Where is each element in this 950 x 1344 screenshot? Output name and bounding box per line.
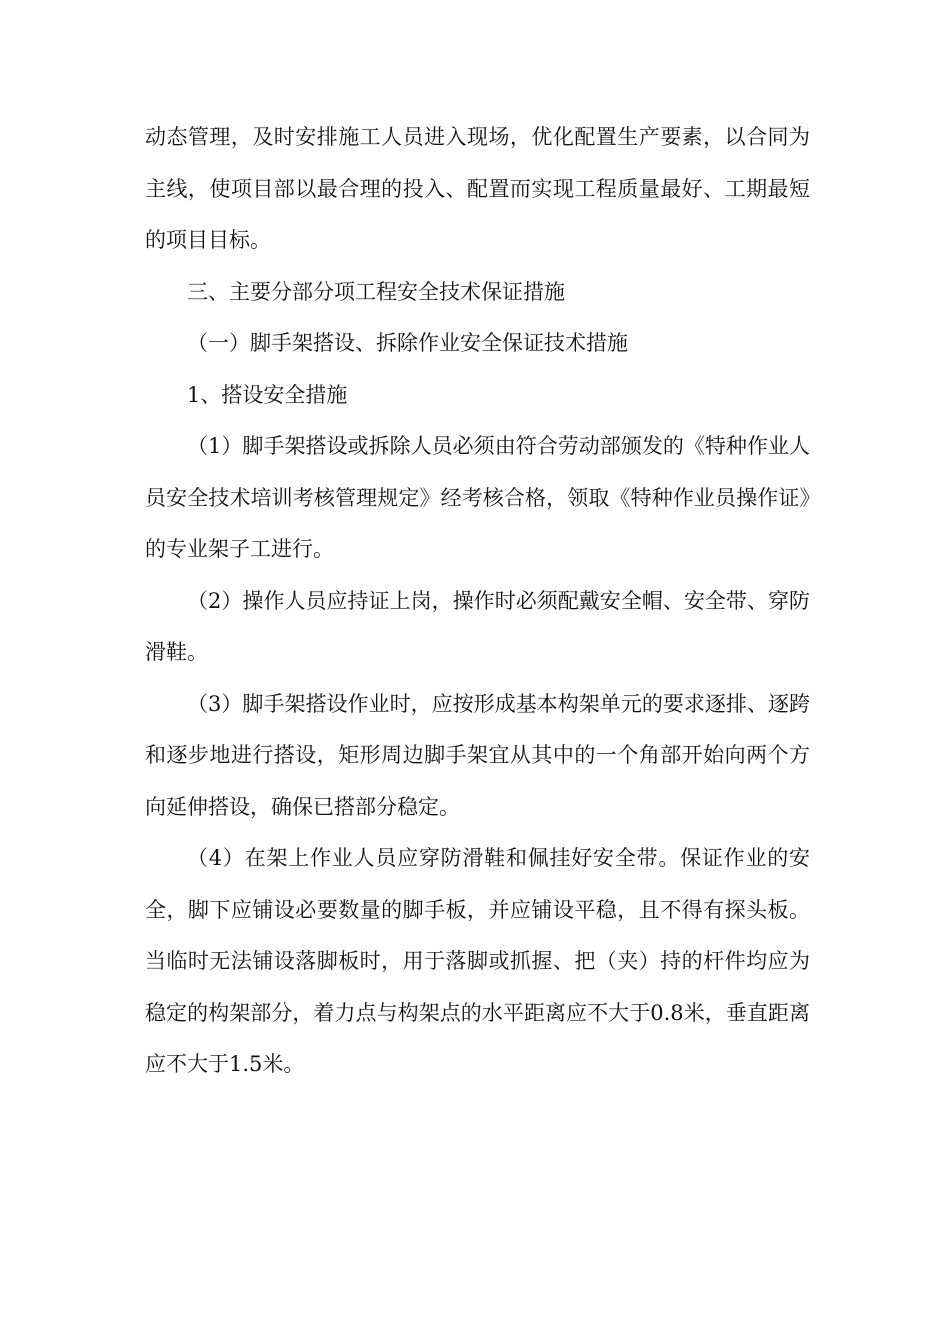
paragraph-item-3: （3）脚手架搭设作业时，应按形成基本构架单元的要求逐排、逐跨和逐步地进行搭设，矩形周边脚手架宜从其中的一个角部开始向两个方向延伸搭设，确保已搭部分稳定。 bbox=[145, 691, 810, 819]
subsection-heading: （一）脚手架搭设、拆除作业安全保证技术措施 bbox=[187, 331, 628, 355]
paragraph-continuation: 动态管理，及时安排施工人员进入现场，优化配置生产要素，以合同为主线，使项目部以最合理的投入、配置而实现工程质量最好、工期最短的项目目标。 bbox=[145, 125, 810, 252]
paragraph-item-4: （4）在架上作业人员应穿防滑鞋和佩挂好安全带。保证作业的安全，脚下应铺设必要数量的脚手板，并应铺设平稳，且不得有探头板。当临时无法铺设落脚板时，用于落脚或抓握、把（夹）持的杆件均应为稳定的构架部分，着力点与构架点的水平距离应不大于0.8米，垂直距离应不大于1.5米。 bbox=[145, 846, 810, 1076]
paragraph-item-1: （1）脚手架搭设或拆除人员必须由符合劳动部颁发的《特种作业人员安全技术培训考核管理规定》经考核合格，领取《特种作业员操作证》的专业架子工进行。 bbox=[145, 434, 810, 561]
section-heading: 三、主要分部分项工程安全技术保证措施 bbox=[187, 279, 565, 304]
item-heading: 1、搭设安全措施 bbox=[187, 382, 348, 407]
document-body bbox=[145, 112, 810, 1091]
paragraph-item-2: （2）操作人员应持证上岗，操作时必须配戴安全帽、安全带、穿防滑鞋。 bbox=[145, 588, 810, 664]
